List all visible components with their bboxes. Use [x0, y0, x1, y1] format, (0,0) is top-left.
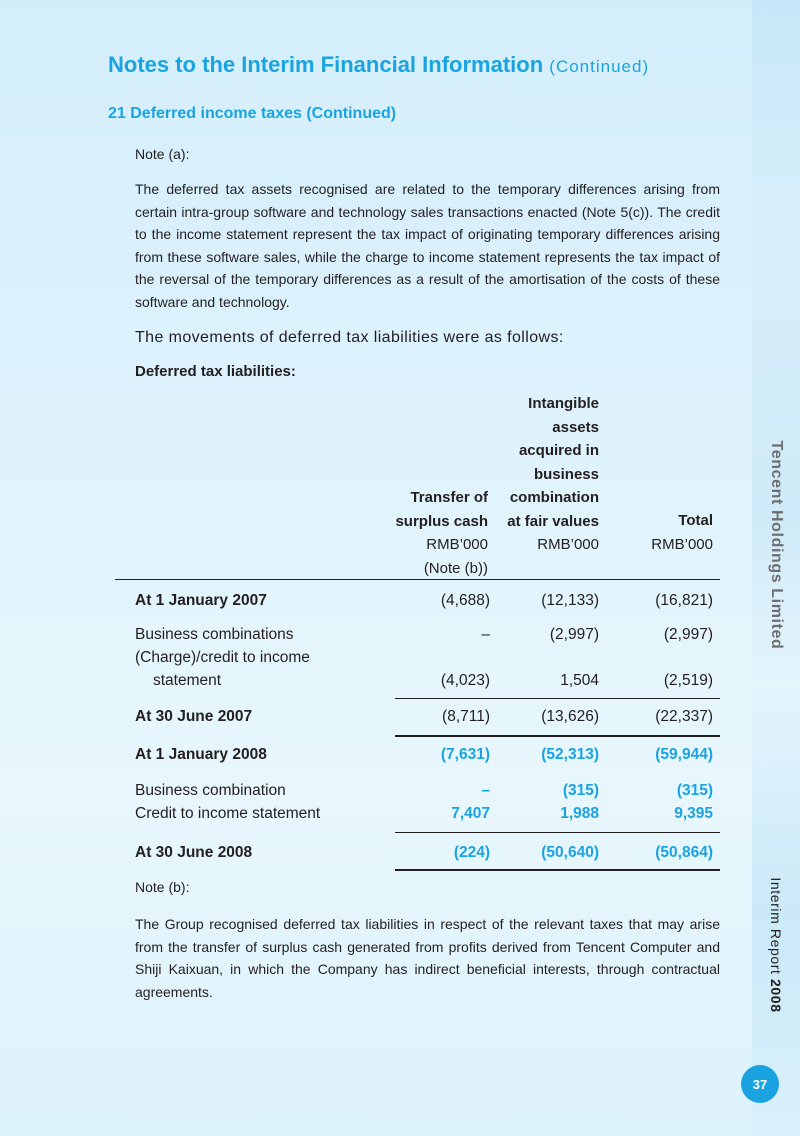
row-label: At 30 June 2008	[135, 844, 253, 861]
table-row	[135, 626, 720, 650]
cell-total: 9,395	[674, 805, 713, 822]
sidebar-report-title	[768, 877, 784, 1012]
total-rule-2008	[395, 869, 720, 871]
page-title-continued: (Continued)	[549, 57, 650, 76]
page-title	[108, 52, 649, 78]
row-label: At 1 January 2007	[135, 592, 267, 609]
row-label: Business combinations	[135, 626, 294, 643]
cell-intangible: (315)	[562, 782, 599, 799]
row-label: Business combination	[135, 782, 286, 799]
cell-intangible: (12,133)	[541, 592, 599, 609]
cell-transfer: (224)	[453, 844, 490, 861]
table-row	[135, 746, 720, 770]
cell-intangible: (13,626)	[541, 708, 599, 725]
subtotal-rule-2007	[395, 698, 720, 699]
section-continued: (Continued)	[306, 105, 397, 122]
sidebar-report-label: Interim Report	[768, 877, 784, 975]
cell-transfer: –	[481, 782, 490, 799]
row-label: At 30 June 2007	[135, 708, 253, 725]
table-row	[135, 844, 720, 868]
cell-intangible: (2,997)	[549, 626, 599, 643]
col-unit-total: RMB’000	[651, 535, 713, 553]
cell-intangible: 1,988	[560, 805, 599, 822]
table-row	[135, 672, 720, 696]
sidebar-report-year: 2008	[768, 979, 784, 1013]
sidebar-company-name: Tencent Holdings Limited	[768, 440, 785, 650]
page-number-badge: 37	[741, 1065, 779, 1103]
row-label: (Charge)/credit to income	[135, 649, 310, 666]
total-rule-2007	[395, 735, 720, 737]
cell-total: (50,864)	[655, 844, 713, 861]
note-a-label: Note (a):	[135, 146, 190, 162]
row-label: At 1 January 2008	[135, 746, 267, 763]
col-header-total	[600, 509, 713, 556]
section-heading	[108, 105, 396, 123]
note-b-text: The Group recognised deferred tax liabilities in respect of the relevant taxes that may arise from the transfer of surplus cash generated from profits derived from Tencent Computer and Shiji Kaixuan, in which the Company has indirect beneficial interests, through contractual agreements.	[135, 916, 720, 1000]
col-header-intangible-line-6: at fair values	[507, 512, 599, 530]
section-name: Deferred income taxes	[130, 105, 302, 122]
cell-transfer: –	[481, 626, 490, 643]
cell-total: (315)	[676, 782, 713, 799]
cell-transfer: (4,023)	[440, 672, 490, 689]
col-header-intangible	[480, 392, 599, 557]
table-row	[135, 782, 720, 806]
note-a-text: The deferred tax assets recognised are related to the temporary differences arising from certain intra-group software and technology sales transactions enacted (Note 5(c)). The credit to the income statement represent the tax impact of originating temporary differences arising from these software sales, while the charge to income statement represents the tax impact of the reversal of the temporary differences as a result of the amortisation of the costs of these software and technology.	[135, 181, 720, 310]
col-unit-transfer: RMB’000	[426, 536, 488, 553]
cell-transfer: 7,407	[451, 805, 490, 822]
cell-total: (22,337)	[655, 708, 713, 725]
cell-total: (59,944)	[655, 746, 713, 763]
cell-intangible: (50,640)	[541, 844, 599, 861]
row-label: statement	[153, 672, 222, 689]
col-header-intangible-line-1: Intangible	[528, 395, 599, 412]
col-header-transfer	[370, 486, 488, 580]
header-rule	[115, 579, 720, 580]
cell-transfer: (4,688)	[440, 592, 490, 609]
cell-intangible: (52,313)	[541, 746, 599, 763]
subtotal-rule-2008	[395, 832, 720, 833]
col-header-transfer-line-2: surplus cash	[395, 512, 488, 530]
cell-transfer: (8,711)	[442, 708, 490, 725]
table-row	[135, 708, 720, 732]
col-header-transfer-line-1: Transfer of	[410, 489, 488, 506]
cell-transfer: (7,631)	[440, 746, 490, 763]
col-header-intangible-line-5: combination	[509, 489, 599, 506]
page-title-main: Notes to the Interim Financial Information	[108, 52, 544, 77]
table-row	[135, 805, 720, 829]
table-row	[135, 649, 720, 673]
col-unit-intangible: RMB’000	[537, 536, 599, 553]
note-b-label: Note (b):	[135, 879, 190, 895]
cell-total: (16,821)	[655, 592, 713, 609]
col-header-intangible-line-3: acquired in	[518, 442, 599, 459]
table-heading: Deferred tax liabilities:	[135, 363, 296, 380]
col-header-intangible-line-2: assets	[552, 418, 599, 436]
col-header-total-line-1: Total	[678, 512, 713, 529]
col-header-intangible-line-4: business	[533, 465, 599, 483]
col-note-transfer: (Note (b))	[423, 559, 488, 577]
row-label: Credit to income statement	[135, 805, 321, 822]
movements-intro: The movements of deferred tax liabilities were as follows:	[135, 329, 564, 346]
cell-total: (2,519)	[663, 672, 713, 689]
cell-intangible: 1,504	[560, 672, 599, 689]
cell-total: (2,997)	[663, 626, 713, 643]
table-row	[135, 592, 720, 616]
section-number: 21	[108, 105, 126, 122]
